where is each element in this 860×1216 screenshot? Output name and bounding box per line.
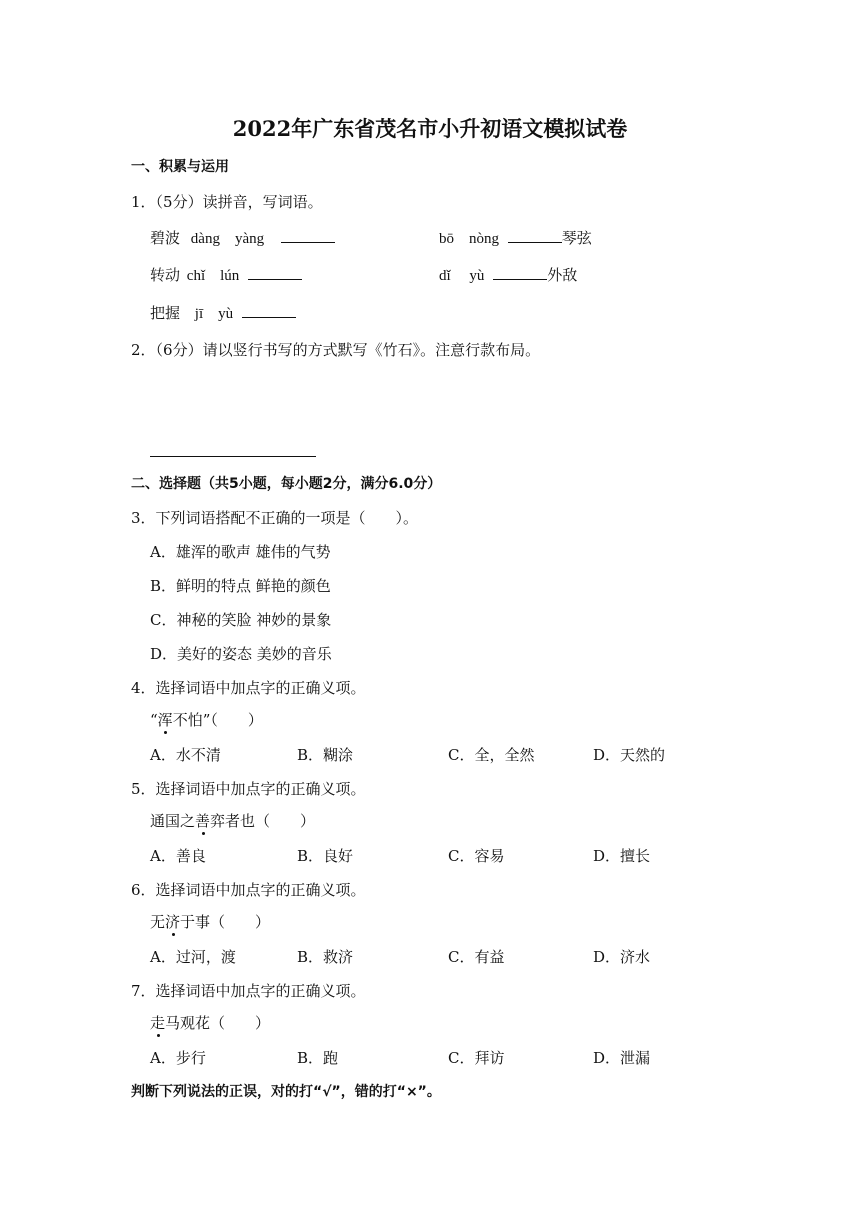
q5-phrase-post: 弈者也（ ） bbox=[210, 812, 316, 830]
q1-item-1-pinyin: dàng yàng bbox=[190, 231, 265, 247]
q4-phrase-post: 不怕”（ ） bbox=[172, 711, 263, 729]
answer-blank[interactable] bbox=[508, 228, 562, 243]
q4-option-d[interactable]: D．天然的 bbox=[593, 746, 666, 764]
q1-item-5-pinyin: jī yù bbox=[194, 306, 234, 322]
answer-line[interactable] bbox=[150, 456, 316, 457]
q6-option-c[interactable]: C．有益 bbox=[448, 948, 505, 966]
answer-blank[interactable] bbox=[493, 265, 547, 280]
answer-blank[interactable] bbox=[281, 228, 335, 243]
question-6-stem: 6．选择词语中加点字的正确义项。 bbox=[131, 881, 366, 899]
q3-option-b[interactable]: B．鲜明的特点 鲜艳的颜色 bbox=[150, 577, 331, 595]
q6-phrase-post: 于事（ ） bbox=[180, 913, 271, 931]
q1-item-5-prefix: 把握 bbox=[150, 304, 181, 322]
q7-option-d[interactable]: D．泄漏 bbox=[593, 1049, 651, 1067]
q4-dotted-char: 浑 bbox=[157, 711, 173, 729]
q1-item-5 bbox=[150, 303, 296, 324]
q3-option-d[interactable]: D．美好的姿态 美妙的音乐 bbox=[150, 645, 332, 663]
q4-phrase-pre: “ bbox=[150, 711, 158, 729]
answer-blank[interactable] bbox=[248, 265, 302, 280]
question-2-stem: 2．（6分）请以竖行书写的方式默写《竹石》。注意行款布局。 bbox=[131, 341, 541, 359]
q1-item-4-pinyin: dǐ yù bbox=[439, 268, 485, 284]
q7-phrase-post: 马观花（ ） bbox=[165, 1014, 271, 1032]
q6-option-b[interactable]: B．救济 bbox=[297, 948, 354, 966]
answer-blank[interactable] bbox=[242, 303, 296, 318]
q1-item-2 bbox=[439, 228, 592, 249]
q5-option-d[interactable]: D．擅长 bbox=[593, 847, 651, 865]
q1-item-3-prefix: 转动 bbox=[150, 266, 181, 284]
q5-phrase bbox=[150, 811, 315, 831]
question-4-stem: 4．选择词语中加点字的正确义项。 bbox=[131, 679, 366, 697]
q7-option-a[interactable]: A．步行 bbox=[150, 1049, 206, 1067]
q5-dotted-char: 善 bbox=[195, 812, 211, 830]
q5-phrase-pre: 通国之 bbox=[150, 812, 196, 830]
q7-phrase bbox=[150, 1013, 270, 1033]
section-heading-2: 二、选择题（共5小题，每小题2分，满分6.0分） bbox=[131, 476, 442, 492]
q1-item-3 bbox=[150, 265, 302, 286]
q3-option-c[interactable]: C．神秘的笑脸 神妙的景象 bbox=[150, 611, 332, 629]
q4-option-c[interactable]: C．全，全然 bbox=[448, 746, 535, 764]
q1-item-2-suffix: 琴弦 bbox=[561, 229, 592, 247]
q1-item-1-prefix: 碧波 bbox=[150, 229, 181, 247]
q4-phrase bbox=[150, 710, 263, 730]
q5-option-a[interactable]: A．善良 bbox=[150, 847, 206, 865]
question-3-stem: 3．下列词语搭配不正确的一项是（ ）。 bbox=[131, 509, 419, 527]
q1-item-4-suffix: 外敌 bbox=[547, 266, 578, 284]
q6-option-d[interactable]: D．济水 bbox=[593, 948, 651, 966]
q4-option-a[interactable]: A．水不清 bbox=[150, 746, 221, 764]
q5-option-b[interactable]: B．良好 bbox=[297, 847, 354, 865]
q5-option-c[interactable]: C．容易 bbox=[448, 847, 505, 865]
q1-item-2-pinyin: bō nòng bbox=[439, 231, 500, 247]
q6-dotted-char: 济 bbox=[165, 913, 181, 931]
question-7-stem: 7．选择词语中加点字的正确义项。 bbox=[131, 982, 366, 1000]
q7-dotted-char: 走 bbox=[150, 1014, 166, 1032]
q6-option-a[interactable]: A．过河，渡 bbox=[150, 948, 236, 966]
section-heading-3: 判断下列说法的正误，对的打“√”，错的打“×”。 bbox=[131, 1084, 441, 1100]
q4-option-b[interactable]: B．糊涂 bbox=[297, 746, 354, 764]
question-1-stem: 1．（5分）读拼音，写词语。 bbox=[131, 193, 323, 211]
q7-option-c[interactable]: C．拜访 bbox=[448, 1049, 505, 1067]
q1-item-4 bbox=[439, 265, 577, 286]
page-title: 2022年广东省茂名市小升初语文模拟试卷 bbox=[232, 116, 628, 141]
q3-option-a[interactable]: A．雄浑的歌声 雄伟的气势 bbox=[150, 543, 331, 561]
q6-phrase bbox=[150, 912, 270, 932]
q7-option-b[interactable]: B．跑 bbox=[297, 1049, 339, 1067]
section-heading-1: 一、积累与运用 bbox=[131, 159, 229, 175]
q1-item-1 bbox=[150, 228, 335, 249]
q1-item-3-pinyin: chǐ lún bbox=[186, 268, 240, 284]
question-5-stem: 5．选择词语中加点字的正确义项。 bbox=[131, 780, 366, 798]
q6-phrase-pre: 无 bbox=[150, 913, 166, 931]
